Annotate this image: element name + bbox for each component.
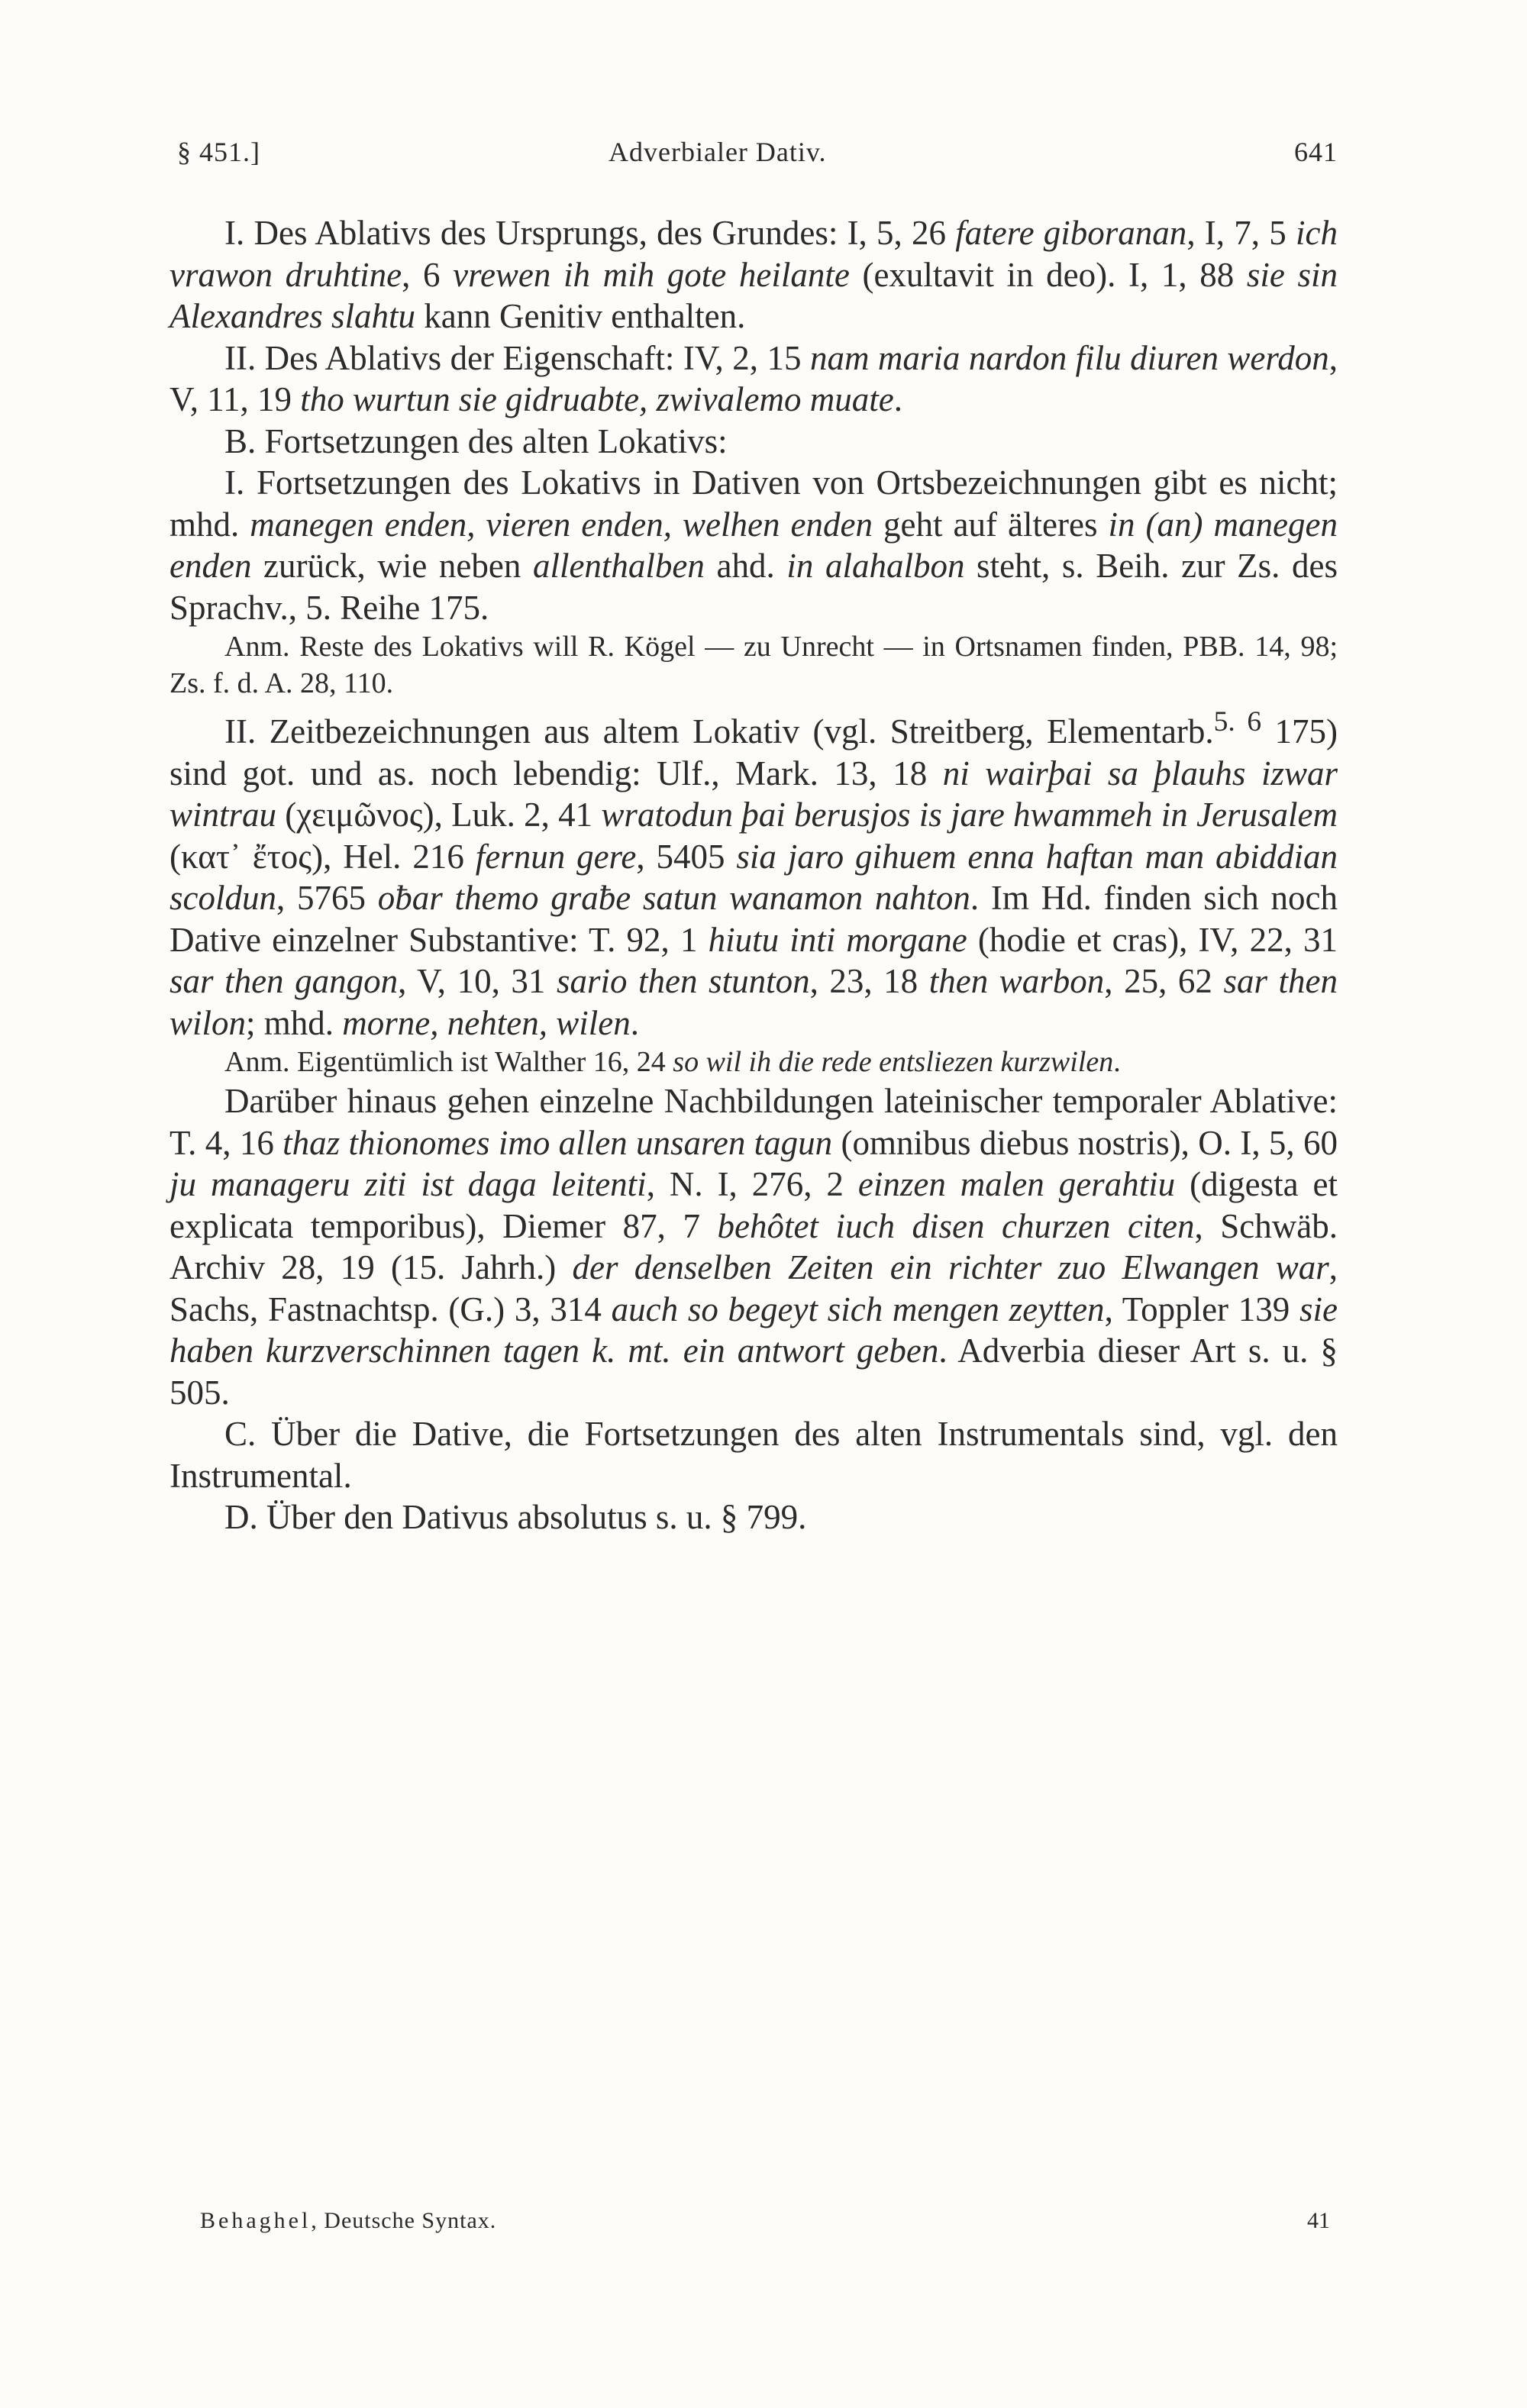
note-anm-2: Anm. Eigentümlich ist Walther 16, 24 so wil ih die rede entsliezen kurzwilen. (224, 1046, 1121, 1078)
paragraph-ablative-property: II. Des Ablativs der Eigenschaft: IV, 2, 15 nam maria nardon filu diuren werdon, V, 11, 19 tho wurtun sie gidruabte, zwivalemo muate. (169, 338, 1338, 418)
paragraph-dativus-absolutus: D. Über den Dativus absolutus s. u. § 799. (224, 1498, 807, 1536)
section-heading-b: B. Fortsetzungen des alten Lokativs: (224, 421, 728, 460)
note-anm-1: Anm. Reste des Lokativs will R. Kögel — zu Unrecht — in Ortsnamen finden, PBB. 14, 98; Zs. f. d. A. 28, 110. (169, 631, 1338, 699)
paragraph-instrumental-ref: C. Über die Dative, die Fortsetzungen des alten Instrumentals sind, vgl. den Instrumental. (169, 1415, 1338, 1495)
footer-book-title: , Deutsche Syntax. (311, 2208, 497, 2233)
paragraph-time-expressions: II. Zeitbezeichnungen aus altem Lokativ (vgl. Streitberg, Elementarb.$^{5. 6}$ 175) sind got. und as. noch lebendig: Ulf., Mark. 13, 18 ni wairþai sa þlauhs izwar wintrau (χειμῶνος), Luk. 2, 41 wratodun þai berusjos is jare hwammeh in Jerusalem (κατ᾽ ἔτος), Hel. 216 fernun gere, 5405 sia jaro gihuem enna haftan man abiddian scoldun, 5765 oƀar themo graƀe satun wanamon nahton. Im Hd. finden sich noch Dative einzelner Substantive: T. 92, 1 hiutu inti morgane (hodie et cras), IV, 22, 31 sar then gangon, V, 10, 31 sario then stunton, 23, 18 then warbon, 25, 62 sar then wilon; mhd. morne, nehten, wilen. (169, 706, 1338, 1042)
footer-author: Behaghel (200, 2208, 312, 2233)
paragraph-ablative-origin: I. Des Ablativs des Ursprungs, des Grundes: I, 5, 26 fatere giboranan, I, 7, 5 ich vrawon druhtine, 6 vrewen ih mih gote heilante (exultavit in deo). I, 1, 88 sie sin Alexandres slahtu kann Genitiv enthalten. (169, 214, 1338, 335)
page-footer (200, 2208, 1330, 2246)
paragraph-locative-places: I. Fortsetzungen des Lokativs in Dativen von Ortsbezeichnungen gibt es nicht; mhd. manegen enden, vieren enden, welhen enden geht auf älteres in (an) manegen enden zurück, wie neben allenthalben ahd. in alahalbon steht, s. Beih. zur Zs. des Sprachv., 5. Reihe 175. (169, 463, 1338, 627)
running-header (177, 136, 1338, 174)
footer-imprint (200, 2208, 496, 2234)
running-title: Adverbialer Dativ. (609, 137, 827, 167)
section-reference: § 451.] (177, 137, 260, 167)
page-body (169, 212, 1338, 1538)
paragraph-latin-imitations: Darüber hinaus gehen einzelne Nachbildungen lateinischer temporaler Ablative: T. 4, 16 thaz thionomes imo allen unsaren tagun (omnibus diebus nostris), O. I, 5, 60 ju manageru ziti ist daga leitenti, N. I, 276, 2 einzen malen gerahtiu (digesta et explicata temporibus), Diemer 87, 7 behôtet iuch disen churzen citen, Schwäb. Archiv 28, 19 (15. Jahrh.) der denselben Zeiten ein richter zuo Elwangen war, Sachs, Fastnachtsp. (G.) 3, 314 auch so begeyt sich mengen zeytten, Toppler 139 sie haben kurzverschinnen tagen k. mt. ein antwort geben. Adverbia dieser Art s. u. § 505. (169, 1082, 1338, 1412)
page-number: 641 (1294, 137, 1338, 167)
signature-mark: 41 (1307, 2208, 1330, 2233)
